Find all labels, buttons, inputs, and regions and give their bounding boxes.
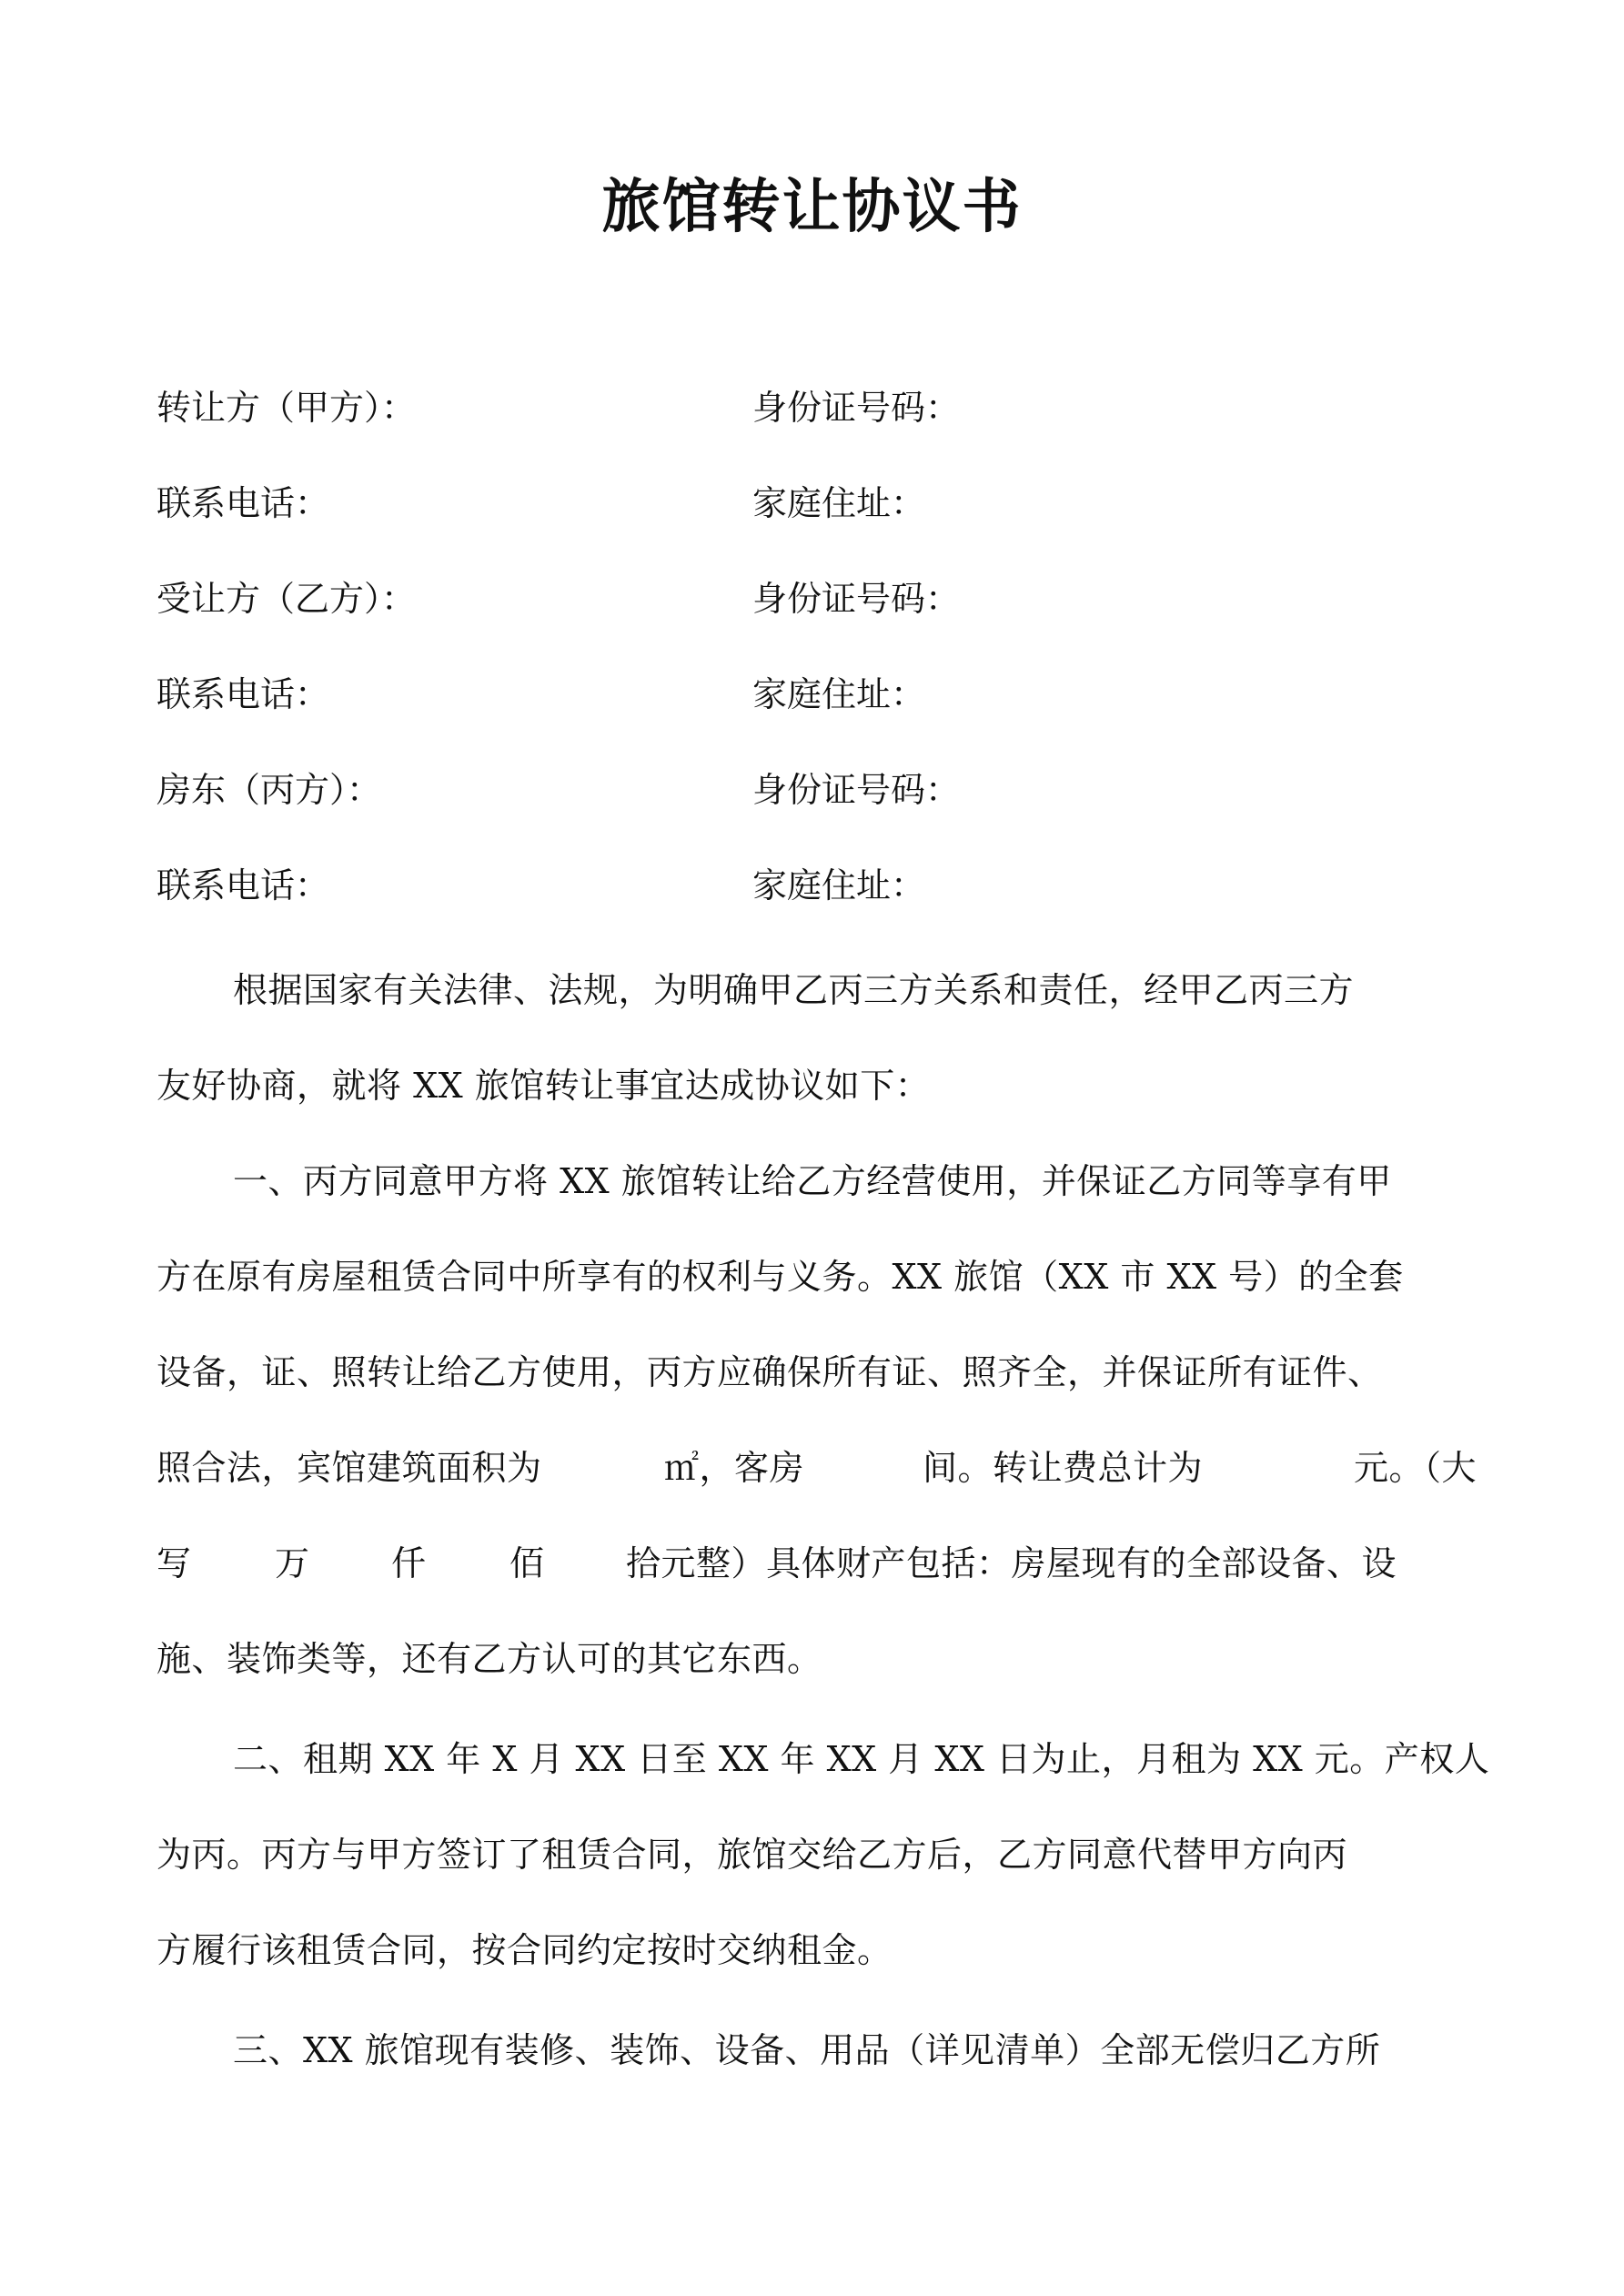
transferor-label: 转让方（甲方）：: [156, 388, 417, 428]
party-row-transferor: [156, 380, 1485, 435]
clause2-line-3: 方履行该租赁合同，按合同约定按时交纳租金。: [156, 1930, 893, 1970]
transferee-id-label: 身份证号码：: [752, 579, 961, 619]
clause1-line-2: 方在原有房屋租赁合同中所享有的权利与义务。XX 旅馆（XX 市 XX 号）的全套: [156, 1257, 1404, 1297]
clause1-line-4: [156, 1441, 1478, 1495]
clause2-line-1: 二、租期 XX 年 X 月 XX 日至 XX 年 XX 月 XX 日为止，月租为 XX 元。产权人: [233, 1739, 1490, 1779]
clause1-line-6: 施、装饰类等，还有乙方认可的其它东西。: [156, 1639, 822, 1679]
transferor-phone-label: 联系电话：: [156, 483, 330, 523]
uppercase-write: 写: [156, 1543, 192, 1583]
clause3-line-1: 三、XX 旅馆现有装修、装饰、设备、用品（详见清单）全部无偿归乙方所: [233, 2030, 1381, 2070]
landlord-phone-label: 联系电话：: [156, 865, 330, 905]
uppercase-qian: 仟: [391, 1543, 427, 1583]
party-row-landlord: [156, 763, 1485, 817]
uppercase-wan: 万: [275, 1543, 310, 1583]
document-title: 旅馆转让协议书: [601, 173, 1023, 241]
landlord-id-label: 身份证号码：: [752, 770, 961, 810]
party-row-landlord-contact: [156, 858, 1485, 913]
transfer-fee-label: 间。转让费总计为: [923, 1448, 1204, 1488]
landlord-address-label: 家庭住址：: [752, 865, 926, 905]
clause1-line-5: [156, 1536, 1474, 1591]
uppercase-bai: 佰: [509, 1543, 545, 1583]
transferee-address-label: 家庭住址：: [752, 674, 926, 714]
intro-line-1: 根据国家有关法律、法规，为明确甲乙丙三方关系和责任，经甲乙丙三方: [233, 970, 1355, 1010]
uppercase-shi-and-assets: 拾元整）具体财产包括：房屋现有的全部设备、设: [626, 1543, 1397, 1583]
rooms-label: ㎡，客房: [664, 1448, 805, 1488]
transferor-address-label: 家庭住址：: [752, 483, 926, 523]
intro-line-2: 友好协商，就将 XX 旅馆转让事宜达成协议如下：: [156, 1066, 931, 1106]
transferee-label: 受让方（乙方）：: [156, 579, 417, 619]
landlord-label: 房东（丙方）：: [156, 770, 382, 810]
clause1-line-1: 一、丙方同意甲方将 XX 旅馆转让给乙方经营使用，并保证乙方同等享有甲: [233, 1161, 1392, 1201]
clause1-line-3: 设备，证、照转让给乙方使用，丙方应确保所有证、照齐全，并保证所有证件、: [156, 1352, 1383, 1392]
party-row-transferor-contact: [156, 476, 1485, 531]
amount-uppercase-label: 元。（大: [1354, 1448, 1478, 1488]
transferee-phone-label: 联系电话：: [156, 674, 330, 714]
party-row-transferee-contact: [156, 667, 1485, 722]
area-label: 照合法，宾馆建筑面积为: [156, 1448, 542, 1488]
clause2-line-2: 为丙。丙方与甲方签订了租赁合同，旅馆交给乙方后，乙方同意代替甲方向丙: [156, 1835, 1348, 1875]
party-row-transferee: [156, 571, 1485, 626]
transferor-id-label: 身份证号码：: [752, 388, 961, 428]
